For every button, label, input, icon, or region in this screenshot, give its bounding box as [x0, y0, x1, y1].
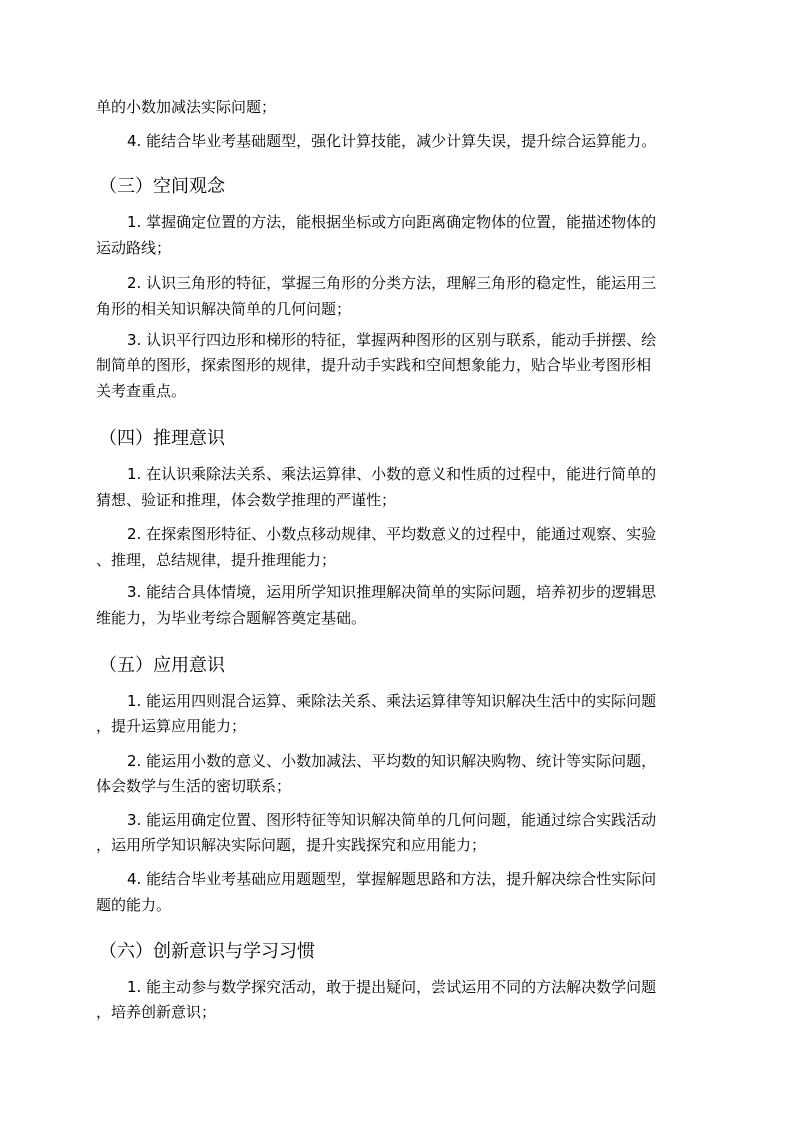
paragraph-line: 2. 能运用小数的意义、小数加减法、平均数的知识解决购物、统计等实际问题，: [127, 752, 657, 770]
paragraph-line: ，提升运算应用能力；: [96, 717, 247, 735]
paragraph-line: 4. 能结合毕业考基础应用题题型，掌握解题思路和方法，提升解决综合性实际问: [127, 870, 657, 888]
paragraph-line: 猜想、验证和推理，体会数学推理的严谨性；: [96, 491, 397, 509]
paragraph-line: 2. 认识三角形的特征，掌握三角形的分类方法，理解三角形的稳定性，能运用三: [127, 274, 657, 292]
paragraph-line: 4. 能结合毕业考基础题型，强化计算技能，减少计算失误，提升综合运算能力。: [127, 132, 657, 150]
section-heading: （五）应用意识: [99, 655, 225, 676]
paragraph-line: 3. 能结合具体情境，运用所学知识推理解决简单的实际问题，培养初步的逻辑思: [127, 583, 657, 601]
paragraph-line: ，培养创新意识；: [96, 1003, 217, 1021]
paragraph-line: 单的小数加减法实际问题；: [96, 98, 277, 116]
paragraph-line: 关考查重点。: [96, 382, 187, 400]
paragraph-line: 运动路线；: [96, 239, 172, 257]
section-heading: （四）推理意识: [99, 428, 225, 449]
paragraph-line: 制简单的图形，探索图形的规律，提升动手实践和空间想象能力，贴合毕业考图形相: [96, 356, 652, 374]
paragraph-line: 1. 能运用四则混合运算、乘除法关系、乘法运算律等知识解决生活中的实际问题: [127, 692, 657, 710]
paragraph-line: 1. 掌握确定位置的方法，能根据坐标或方向距离确定物体的位置，能描述物体的: [127, 213, 657, 231]
paragraph-line: 3. 认识平行四边形和梯形的特征，掌握两种图形的区别与联系，能动手拼摆、绘: [127, 331, 657, 349]
paragraph-line: ，运用所学知识解决实际问题，提升实践探究和应用能力；: [96, 836, 487, 854]
section-heading: （三）空间观念: [99, 176, 225, 197]
paragraph-line: 、推理，总结规律，提升推理能力；: [96, 551, 337, 569]
paragraph-line: 维能力，为毕业考综合题解答奠定基础。: [96, 609, 367, 627]
paragraph-line: 角形的相关知识解决简单的几何问题；: [96, 300, 352, 318]
paragraph-line: 体会数学与生活的密切联系；: [96, 777, 292, 795]
paragraph-line: 2. 在探索图形特征、小数点移动规律、平均数意义的过程中，能通过观察、实验: [127, 525, 657, 543]
paragraph-line: 3. 能运用确定位置、图形特征等知识解决简单的几何问题，能通过综合实践活动: [127, 811, 657, 829]
paragraph-line: 1. 在认识乘除法关系、乘法运算律、小数的意义和性质的过程中，能进行简单的: [127, 465, 657, 483]
section-heading: （六）创新意识与学习习惯: [99, 941, 315, 962]
paragraph-line: 1. 能主动参与数学探究活动，敢于提出疑问，尝试运用不同的方法解决数学问题: [127, 978, 657, 996]
paragraph-line: 题的能力。: [96, 896, 172, 914]
